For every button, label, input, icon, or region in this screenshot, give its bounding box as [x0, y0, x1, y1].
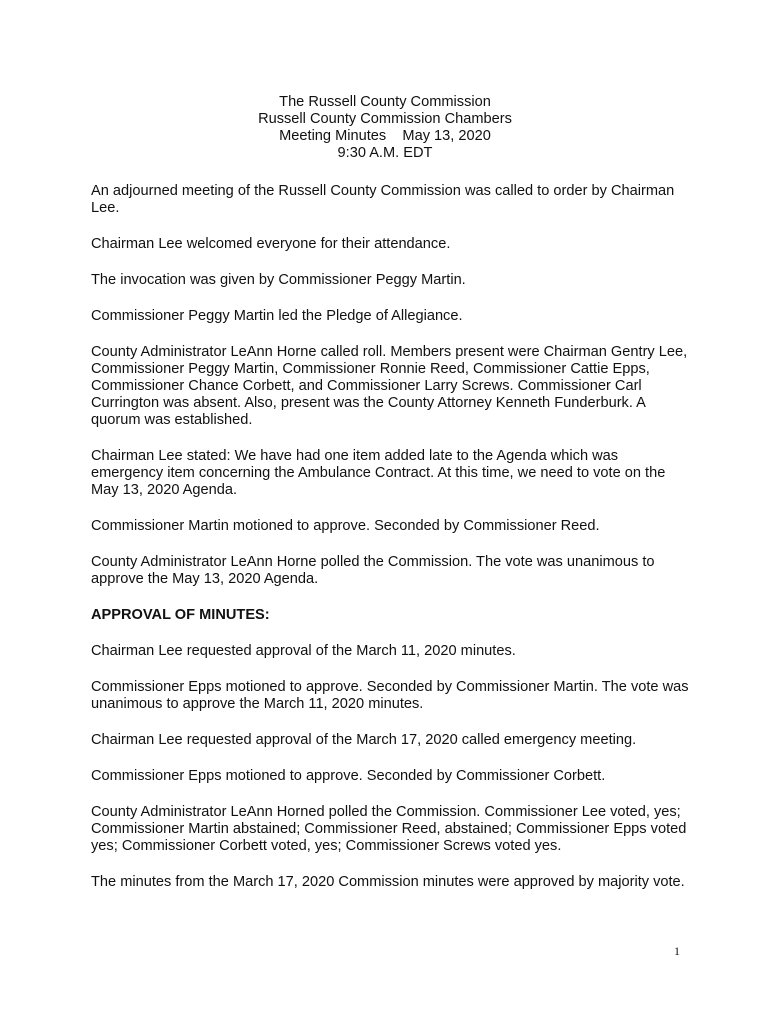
header-meeting-time: 9:30 A.M. EDT	[337, 145, 433, 161]
header-commission-name: The Russell County Commission	[279, 94, 491, 110]
paragraph-agenda-motion: Commissioner Martin motioned to approve. Seconded by Commissioner Reed.	[91, 518, 600, 534]
paragraph-march-11-motion: Commissioner Epps motioned to approve. Seconded by Commissioner Martin. The vote was unanimous to approve the March 11, 2020 minutes.	[91, 679, 689, 712]
paragraph-pledge: Commissioner Peggy Martin led the Pledge of Allegiance.	[91, 308, 463, 324]
paragraph-agenda-statement: Chairman Lee stated: We have had one item added late to the Agenda which was emergency item concerning the Ambulance Contract. At this time, we need to vote on the May 13, 2020 Agenda.	[91, 448, 666, 498]
header-meeting-date: Meeting Minutes May 13, 2020	[279, 128, 491, 144]
document-body	[91, 183, 691, 910]
paragraph-march-17-request: Chairman Lee requested approval of the March 17, 2020 called emergency meeting.	[91, 732, 637, 748]
paragraph-agenda-vote: County Administrator LeAnn Horne polled the Commission. The vote was unanimous to approve the May 13, 2020 Agenda.	[91, 554, 655, 587]
paragraph-march-17-result: The minutes from the March 17, 2020 Commission minutes were approved by majority vote.	[91, 874, 685, 890]
paragraph-call-to-order: An adjourned meeting of the Russell County Commission was called to order by Chairman Lee.	[91, 183, 675, 216]
paragraph-march-11-request: Chairman Lee requested approval of the March 11, 2020 minutes.	[91, 643, 516, 659]
paragraph-roll-call: County Administrator LeAnn Horne called roll. Members present were Chairman Gentry Lee, Commissioner Peggy Martin, Commissioner Ronnie Reed, Commissioner Cattie Epps, Commissioner Chance Corbett, and Commissioner Larry Screws. Commissioner Carl Currington was absent. Also, present was the County Attorney Kenneth Funderburk. A quorum was established.	[91, 344, 688, 428]
paragraph-welcome: Chairman Lee welcomed everyone for their attendance.	[91, 236, 451, 252]
header-location: Russell County Commission Chambers	[258, 111, 512, 127]
section-heading-approval-of-minutes: APPROVAL OF MINUTES:	[91, 607, 270, 623]
paragraph-invocation: The invocation was given by Commissioner Peggy Martin.	[91, 272, 466, 288]
page-number: 1	[674, 944, 680, 958]
paragraph-march-17-motion: Commissioner Epps motioned to approve. Seconded by Commissioner Corbett.	[91, 768, 606, 784]
paragraph-march-17-poll: County Administrator LeAnn Horned polled the Commission. Commissioner Lee voted, yes; Commissioner Martin abstained; Commissioner Reed, abstained; Commissioner Epps voted yes; Commissioner Corbett voted, yes; Commissioner Screws voted yes.	[91, 804, 687, 854]
document-header	[0, 94, 770, 162]
